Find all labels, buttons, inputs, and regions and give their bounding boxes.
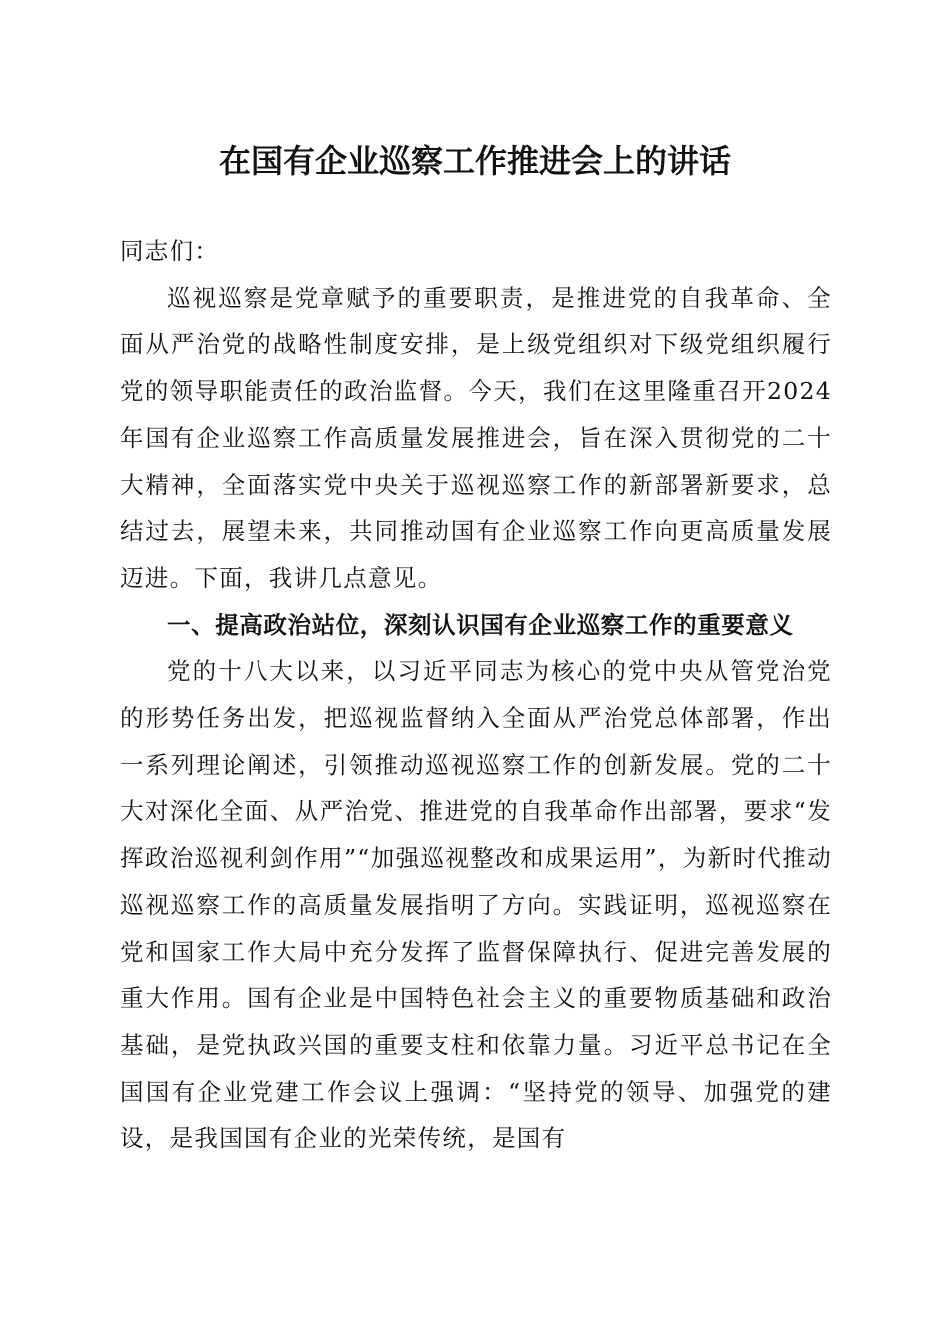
- salutation: 同志们：: [120, 237, 220, 265]
- section-heading: 一、提高政治站位，深刻认识国有企业巡察工作的重要意义: [167, 610, 794, 639]
- document-body: [120, 228, 832, 1162]
- intro-paragraph: 巡视巡察是党章赋予的重要职责，是推进党的自我革命、全面从严治党的战略性制度安排，是上级党组织对下级党组织履行党的领导职能责任的政治监督。今天，我们在这里隆重召开2024年国有企业巡察工作高质量发展推进会，旨在深入贯彻党的二十大精神，全面落实党中央关于巡视巡察工作的新部署新要求，总结过去，展望未来，共同推动国有企业巡察工作向更高质量发展迈进。下面，我讲几点意见。: [120, 283, 832, 592]
- document-title: 在国有企业巡察工作推进会上的讲话: [218, 142, 731, 180]
- section-paragraph: 党的十八大以来，以习近平同志为核心的党中央从管党治党的形势任务出发，把巡视监督纳入全面从严治党总体部署，作出一系列理论阐述，引领推动巡视巡察工作的创新发展。党的二十大对深化全面、从严治党、推进党的自我革命作出部署，要求“发挥政治巡视利剑作用”“加强巡视整改和成果运用”，为新时代推动巡视巡察工作的高质量发展指明了方向。实践证明，巡视巡察在党和国家工作大局中充分发挥了监督保障执行、促进完善发展的重大作用。国有企业是中国特色社会主义的重要物质基础和政治基础，是党执政兴国的重要支柱和依靠力量。习近平总书记在全国国有企业党建工作会议上强调：“坚持党的领导、加强党的建设，是我国国有企业的光荣传统，是国有: [120, 657, 832, 1153]
